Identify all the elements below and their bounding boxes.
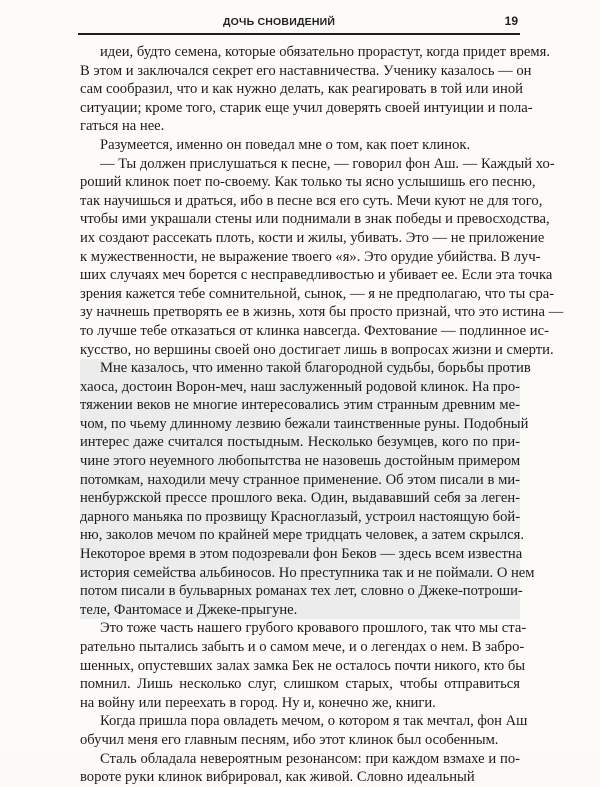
text-line: ненбуржской прессе прошлого века. Один, выдававший себя за леген- xyxy=(80,490,520,507)
text-line: хаоса, достоин Ворон-меч, наш заслуженный родовой клинок. На про- xyxy=(80,378,520,395)
text-line: интерес даже считался постыдным. Несколько безумцев, кого по при- xyxy=(80,434,520,451)
running-title: ДОЧЬ СНОВИДЕНИЙ xyxy=(223,16,336,28)
text-line: то лучше тебе отказаться от клинка навсегда. Фехтование — подлинное ис- xyxy=(80,322,549,339)
header-rule xyxy=(78,33,520,35)
text-line: так научишься и драться, ибо в песне вся его суть. Мечи куют не для того, xyxy=(80,192,543,209)
text-line: Мне казалось, что именно такой благородной судьбы, борьбы против xyxy=(100,360,531,377)
paragraph xyxy=(80,619,527,712)
paragraph xyxy=(80,359,535,619)
text-line: шенных, опустевших залах замка Бек не осталось почти никого, кто бы xyxy=(80,657,526,674)
paragraph xyxy=(80,155,564,360)
text-line: сам сообразил, что и как нужно делать, как реагировать в той или иной xyxy=(80,81,523,98)
text-line: идеи, будто семена, которые обязательно прорастут, когда придет время. xyxy=(100,44,550,60)
text-line: ню, заколов мечом по крайней мере тридцать человек, а затем скрылся. xyxy=(80,527,524,544)
text-line: теле, Фантомасе и Джеке-прыгуне. xyxy=(80,601,298,618)
text-line: рательно пытались забыть и о самом мече, и о легендах о нем. В забро- xyxy=(80,639,525,655)
text-line: зрения кажется тебе сомнительной, сынок, — я не предполагаю, что ты сра- xyxy=(80,285,555,302)
text-line: — Ты должен прислушаться к песне, — говорил фон Аш. — Каждый хо- xyxy=(100,155,555,172)
text-line: Некоторое время в этом подозревали фон Беков — здесь всем известна xyxy=(80,546,523,563)
text-line: история семейства альбиносов. Но преступника так и не поймали. О нем xyxy=(80,564,535,581)
paragraph xyxy=(80,750,520,787)
text-line: Сталь обладала невероятным резонансом: при каждом взмахе и по- xyxy=(100,750,520,767)
text-line: ситуации; кроме того, старик еще учил доверять своей интуиции и пола- xyxy=(80,99,533,116)
running-header xyxy=(78,8,520,32)
text-line: вороте руки клинок вибрировал, как живой. Словно идеальный xyxy=(80,769,475,786)
paragraph xyxy=(80,43,550,136)
page-number: 19 xyxy=(504,14,518,28)
text-line: обучил меня его главным песням, ибо этот клинок был особенным. xyxy=(80,731,499,748)
text-line: гаться на нее. xyxy=(80,118,165,135)
text-line: Разумеется, именно он поведал мне о том, как поет клинок. xyxy=(100,136,471,153)
text-line: их создают рассекать плоть, кости и жилы, убивать. Это — не приложение xyxy=(80,229,545,246)
text-line: помнил. Лишь несколько слуг, слишком старых, чтобы отправиться xyxy=(80,676,520,693)
text-line: чом, по чьему длинному лезвию бежали таинственные руны. Подобный xyxy=(80,415,529,432)
text-line: дарного маньяка по прозвищу Красноглазый, устроил настоящую бой- xyxy=(80,508,521,525)
text-line: потомкам, находили мечу странное применение. Об этом писали в ми- xyxy=(80,471,520,488)
body-text xyxy=(80,43,564,787)
text-line: чине этого неуемного любопытства не назовешь достойным примером xyxy=(80,453,521,470)
text-line: ших случаях меч борется с несправедливостью и убивает ее. Если эта точка xyxy=(80,267,553,284)
text-line: Это тоже часть нашего грубого кровавого прошлого, так что мы ста- xyxy=(100,620,527,637)
text-line: тяжении веков не многие интересовались этим странным древним ме- xyxy=(80,397,520,414)
paragraph xyxy=(80,136,520,155)
text-line: В этом и заключался секрет его наставничества. Ученику казалось — он xyxy=(80,62,532,79)
text-line: к мужественности, не выражение твоего «я». Это орудие убийства. В луч- xyxy=(80,248,541,265)
paragraph xyxy=(80,712,528,749)
text-line: потом писали в бульварных романах тех лет, словно о Джеке-потроши- xyxy=(80,583,523,600)
text-line: зу начнешь претворять ее в жизнь, хотя бы просто признай, что это истина — xyxy=(80,304,564,321)
text-line: Когда пришла пора овладеть мечом, о котором я так мечтал, фон Аш xyxy=(100,713,528,730)
text-line: роший клинок поет по-своему. Как только ты ясно услышишь его песню, xyxy=(80,174,536,191)
text-line: на войну или переехать в город. Ну и, конечно же, книги. xyxy=(80,694,436,711)
text-line: кусство, но вершины своей оно достигает лишь в вопросах жизни и смерти. xyxy=(80,341,554,358)
text-line: чтобы ими украшали стены или поднимали в знак победы и превосходства, xyxy=(80,211,550,228)
